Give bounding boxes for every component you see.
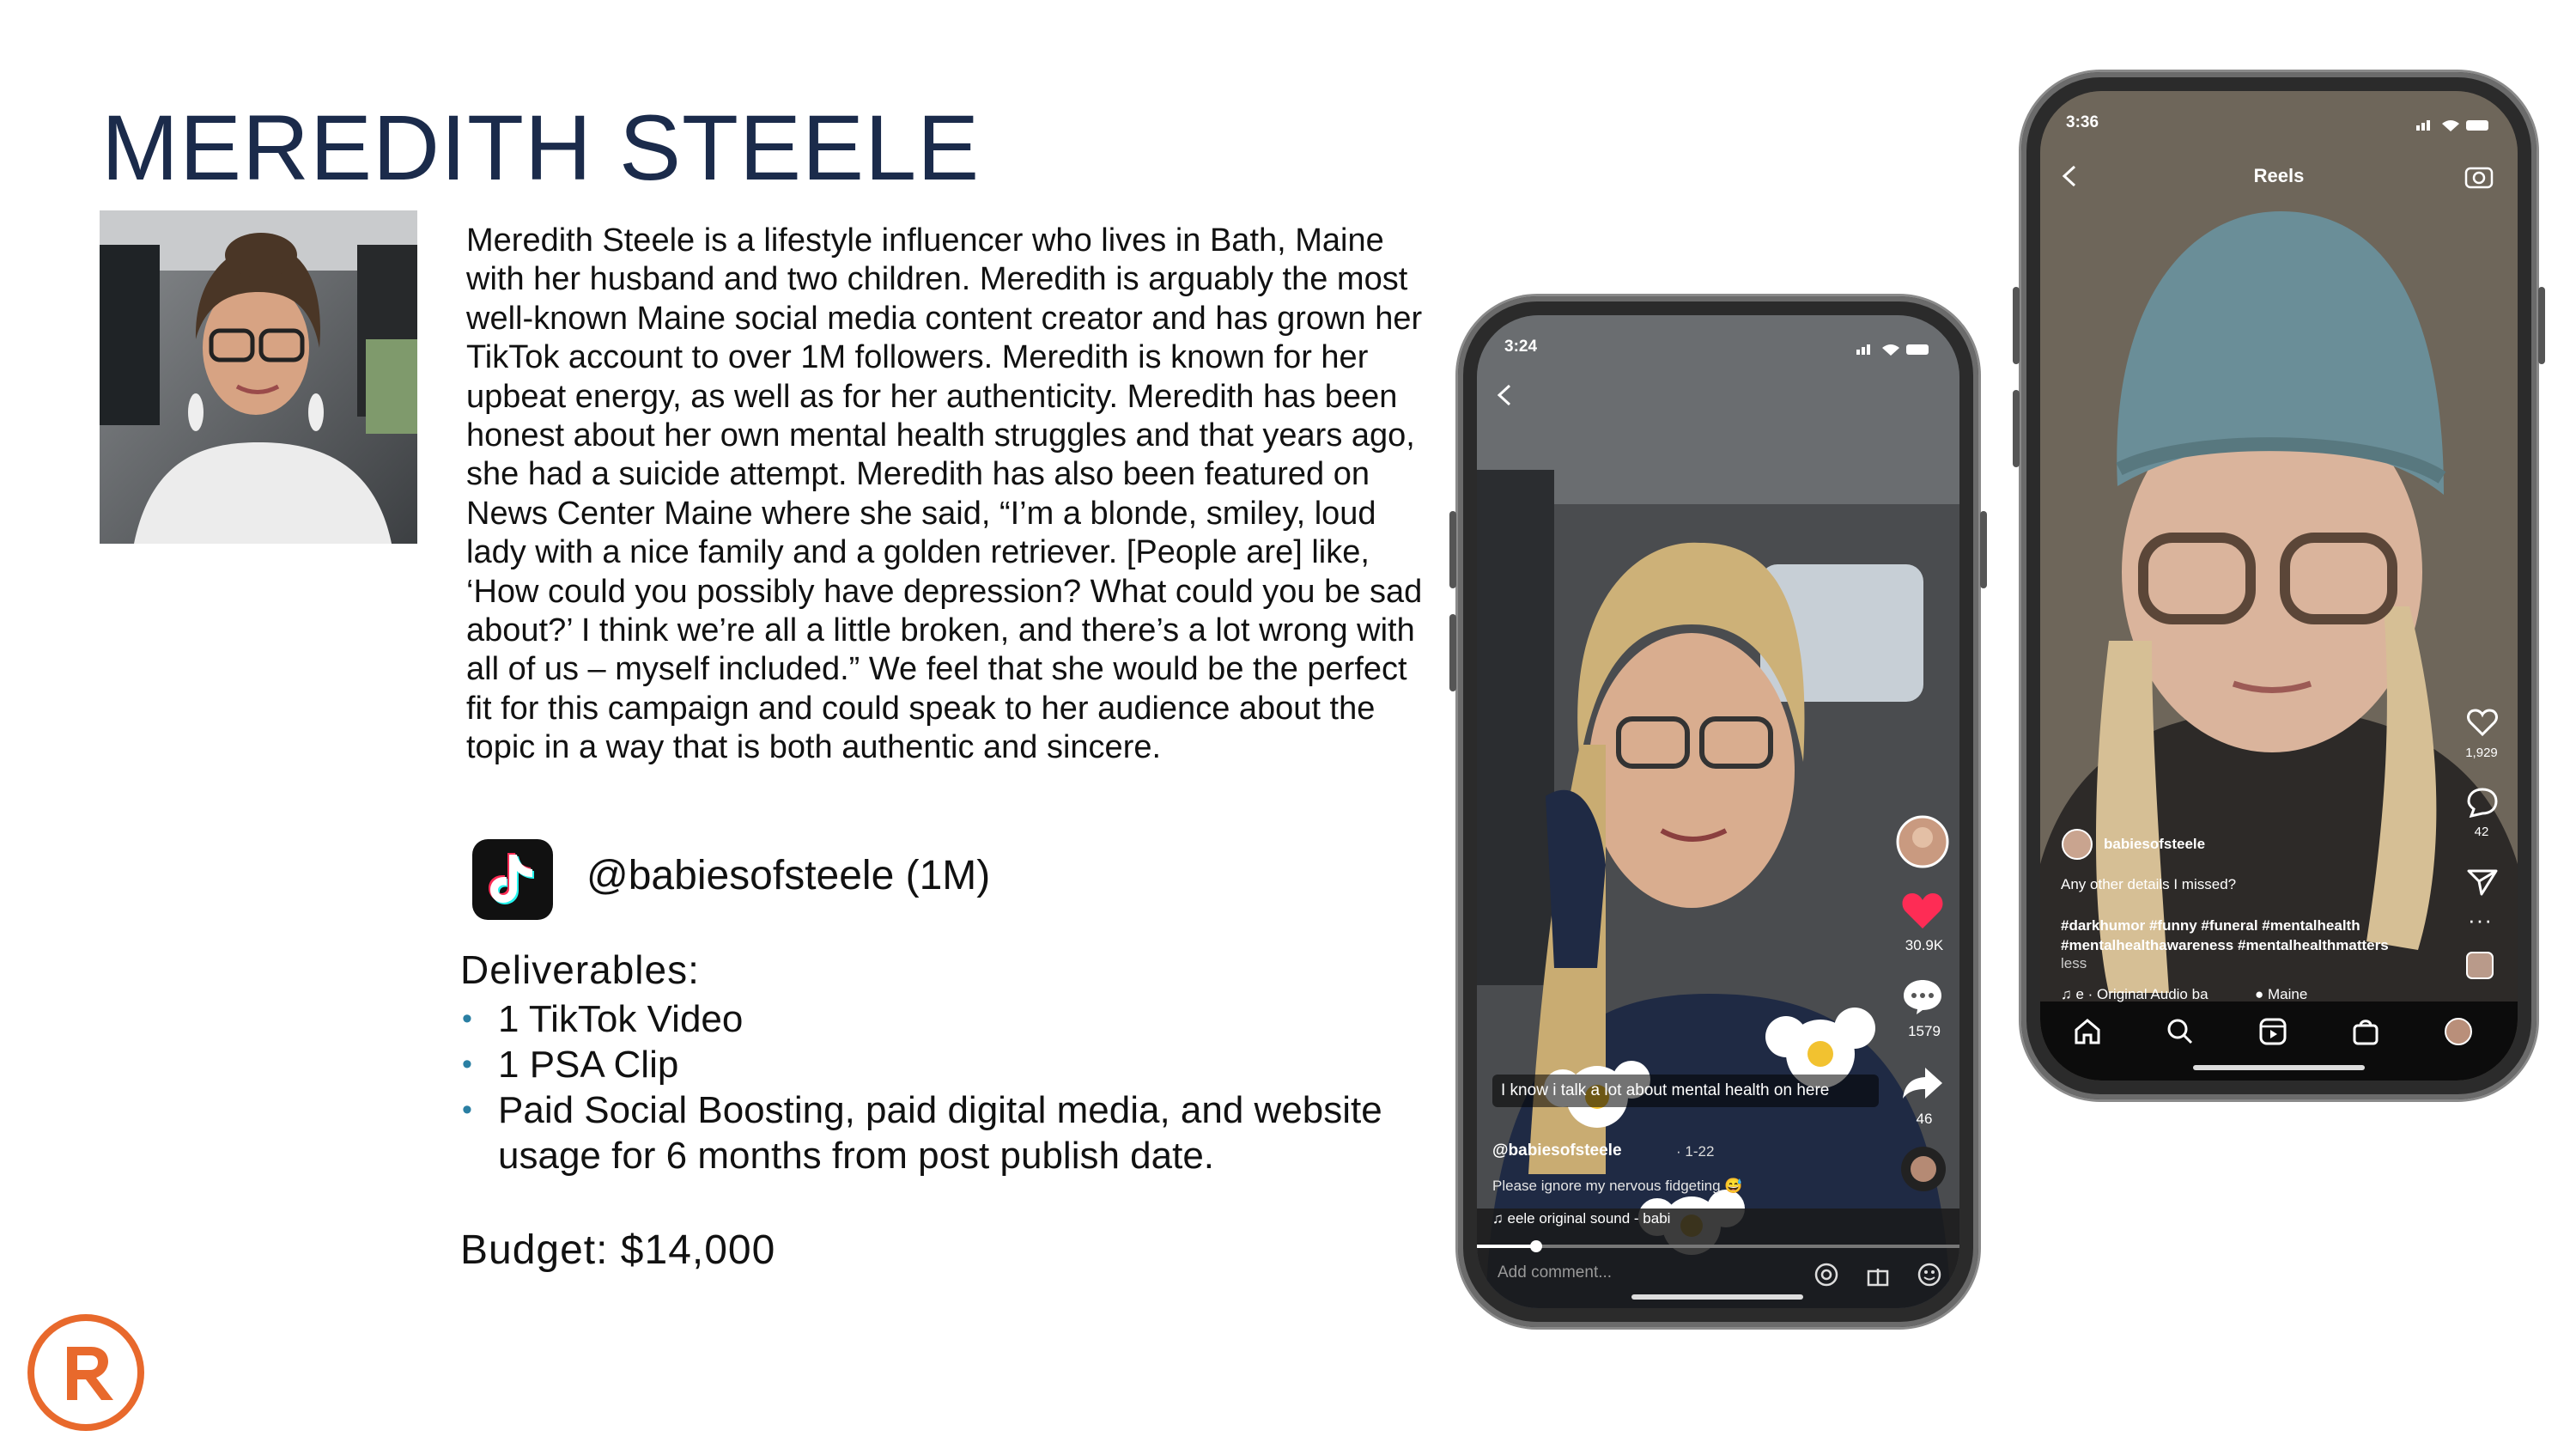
deliverables-heading: Deliverables: (460, 947, 700, 992)
brand-logo (26, 1312, 146, 1437)
tiktok-icon (472, 839, 553, 920)
list-item: • Paid Social Boosting, paid digital media, and website usage for 6 months from post publish date. (462, 1089, 1382, 1177)
comment-input[interactable]: Add comment... (1498, 1263, 1613, 1282)
deliverable-text: 1 PSA Clip (498, 1044, 679, 1086)
share-count: 46 (1916, 1111, 1933, 1127)
list-item: • 1 PSA Clip (462, 1044, 679, 1086)
like-count: 1,929 (2465, 746, 2498, 760)
deliverables-list (460, 996, 1456, 1178)
like-count: 30.9K (1905, 937, 1944, 953)
status-time: 3:36 (2066, 113, 2099, 131)
post-date: · 1-22 (1676, 1143, 1715, 1160)
audio-thumbnail[interactable] (2466, 952, 2494, 983)
creator-avatar[interactable] (1896, 815, 1949, 873)
back-icon[interactable] (1494, 382, 1515, 412)
profile-name: MEREDITH STEELE (101, 95, 981, 199)
deliverable-text: 1 TikTok Video (498, 998, 744, 1040)
budget-text: Budget: $14,000 (460, 1227, 776, 1273)
send-icon[interactable] (2466, 868, 2499, 901)
home-indicator (1631, 1294, 1803, 1300)
share-icon[interactable] (1901, 1066, 1944, 1106)
camera-icon[interactable] (2464, 163, 2494, 193)
heart-icon[interactable] (1901, 891, 1944, 935)
home-icon[interactable] (2073, 1017, 2102, 1050)
search-icon[interactable] (2166, 1017, 2195, 1050)
reels-video-screen[interactable] (2040, 91, 2518, 1081)
audio-text: e · Original Audio ba (2075, 986, 2208, 1002)
tiktok-handle: @babiesofsteele (1M) (586, 853, 991, 898)
profile-avatar-icon[interactable] (2444, 1017, 2473, 1050)
comment-icon[interactable] (2466, 787, 2499, 822)
reels-phone-mockup (2021, 72, 2537, 1099)
music-note-icon: ♫ (1492, 1210, 1508, 1227)
post-description: Please ignore my nervous fidgeting 😅 (1492, 1178, 1743, 1194)
creator-avatar[interactable] (2061, 828, 2093, 865)
audio-ticker[interactable] (2061, 986, 2208, 1003)
creator-username[interactable]: babiesofsteele (2104, 836, 2206, 852)
music-disc-icon[interactable] (1899, 1145, 1947, 1197)
comment-count: 42 (2474, 825, 2489, 839)
heart-icon[interactable] (2466, 708, 2499, 741)
sound-ticker[interactable] (1492, 1210, 1670, 1227)
progress-bar[interactable] (1477, 1245, 1959, 1248)
portrait-photo (100, 210, 417, 544)
emoji-icon[interactable] (1917, 1262, 1942, 1292)
location-pin-icon: ● (2255, 986, 2264, 1002)
location-text: Maine (2268, 986, 2308, 1002)
creator-username[interactable]: @babiesofsteele (1492, 1142, 1622, 1160)
signal-wifi-battery-icon (1856, 341, 1934, 361)
comment-icon[interactable] (1901, 977, 1944, 1020)
music-note-icon: ♫ (2061, 986, 2076, 1002)
gift-icon[interactable] (1865, 1262, 1891, 1292)
post-hashtags[interactable]: #darkhumor #funny #funeral #mentalhealth #mentalhealthawareness #mentalhealthmatters (2061, 917, 2389, 953)
location-tag[interactable] (2255, 986, 2307, 1003)
more-options-icon[interactable]: ··· (2468, 907, 2493, 933)
caption-overlay: I know i talk a lot about mental health on here (1492, 1075, 1879, 1107)
tiktok-video-screen[interactable] (1477, 315, 1959, 1308)
deliverable-text: Paid Social Boosting, paid digital media, and website usage for 6 months from post publish date. (498, 1089, 1382, 1177)
mention-icon[interactable] (1814, 1262, 1839, 1292)
reels-icon[interactable] (2258, 1017, 2287, 1050)
shop-icon[interactable] (2351, 1017, 2380, 1050)
signal-wifi-battery-icon (2416, 117, 2494, 137)
tiktok-phone-mockup (1458, 296, 1978, 1327)
reels-title: Reels (2253, 165, 2305, 186)
less-link[interactable]: less (2061, 955, 2087, 971)
home-indicator (2193, 1065, 2365, 1070)
bio-paragraph: Meredith Steele is a lifestyle influencer who lives in Bath, Maine with her husband and two children. Meredith is arguably the most well-known Maine social media content creator and has grown her TikTok account to over 1M followers. Meredith is known for her upbeat energy, as well as for her authenticity. Meredith has been honest about her own mental health struggles and that years ago, she had a suicide attempt. Meredith has also been featured on News Center Maine where she said, “I’m a blonde, smiley, loud lady with a nice family and a golden retriever. [People are] like, ‘How could you possibly have depression? What could you be sad about?’ I think we’re all a little broken, and there’s a lot wrong with all of us – myself included.” We feel that she would be the perfect fit for this campaign and could speak to her audience about the topic in a way that is both authentic and sincere. (466, 222, 1423, 766)
sound-text: eele original sound - babi (1507, 1210, 1671, 1227)
list-item: • 1 TikTok Video (462, 998, 744, 1040)
post-caption: Any other details I missed? (2061, 876, 2237, 892)
comment-count: 1579 (1908, 1023, 1941, 1039)
status-time: 3:24 (1504, 338, 1538, 356)
